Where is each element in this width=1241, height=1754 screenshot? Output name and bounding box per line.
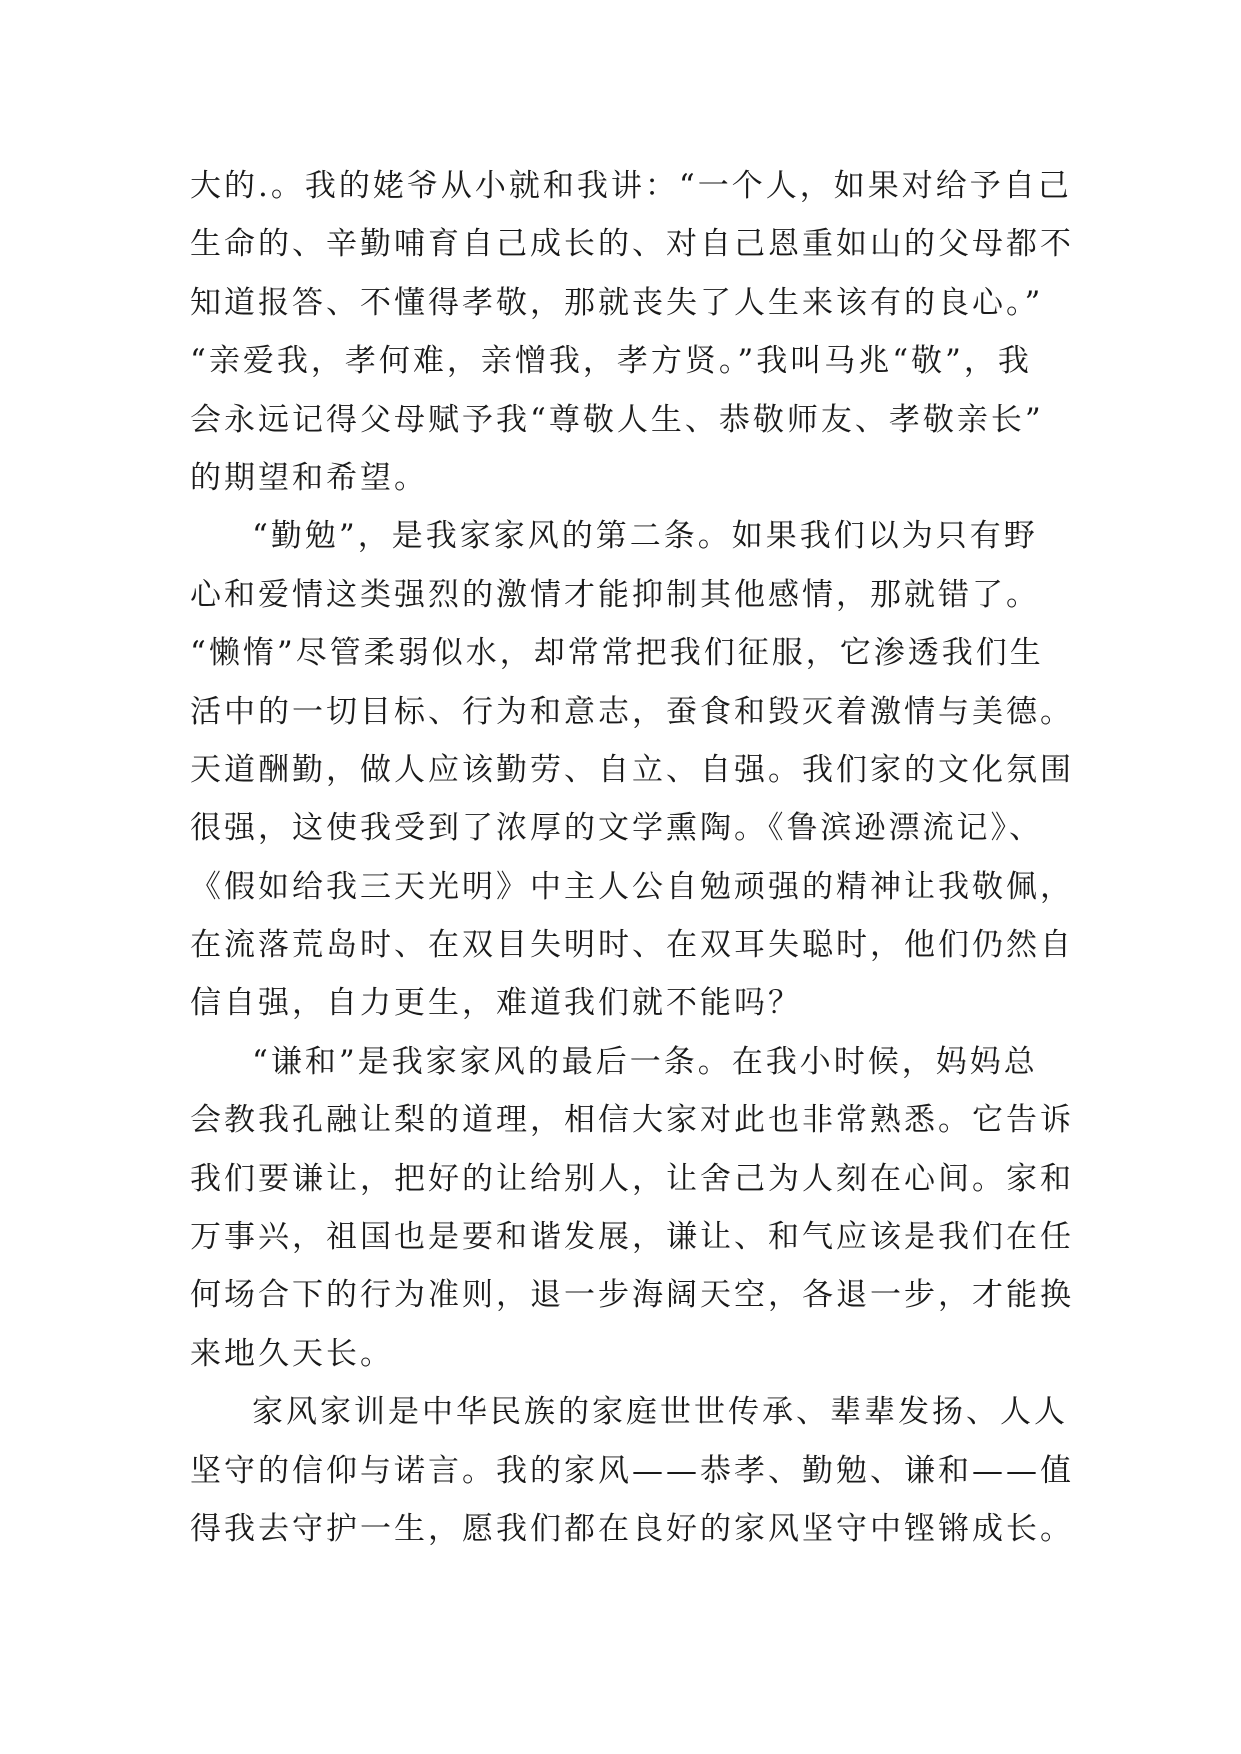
text-line: 天道酬勤，做人应该勤劳、自立、自强。我们家的文化氛围: [190, 751, 1074, 788]
text-line: 在流落荒岛时、在双目失明时、在双耳失聪时，他们仍然自: [190, 927, 1074, 964]
text-line: 知道报答、不懂得孝敬，那就丧失了人生来该有的良心。”: [190, 284, 1044, 321]
text-line: “亲爱我，孝何难，亲憎我，孝方贤。”我叫马兆“敬”，我: [190, 343, 1032, 380]
paragraph-modesty: [190, 1033, 1074, 1383]
text-line: 大的.。我的姥爷从小就和我讲：“一个人，如果对给予自己: [190, 168, 1072, 204]
text-line: 会教我孔融让梨的道理，相信大家对此也非常熟悉。它告诉: [190, 1102, 1074, 1139]
text-line-indented: “勤勉”，是我家家风的第二条。如果我们以为只有野: [252, 518, 1038, 555]
text-line: 活中的一切目标、行为和意志，蚕食和毁灭着激情与美德。: [190, 693, 1074, 730]
paragraph-diligence: [190, 507, 1074, 1033]
text-line-indented: 家风家训是中华民族的家庭世世传承、辈辈发扬、人人: [252, 1394, 1068, 1431]
document-body: [190, 157, 1074, 1558]
text-line: 何场合下的行为准则，退一步海阔天空，各退一步，才能换: [190, 1277, 1074, 1314]
text-line: 来地久天长。: [190, 1335, 394, 1372]
paragraph-conclusion: [190, 1383, 1074, 1558]
text-line: 我们要谦让，把好的让给别人，让舍己为人刻在心间。家和: [190, 1160, 1074, 1197]
text-line: 坚守的信仰与诺言。我的家风——恭孝、勤勉、谦和——值: [190, 1452, 1074, 1489]
paragraph-filial-piety: [190, 157, 1074, 507]
text-line: 得我去守护一生，愿我们都在良好的家风坚守中铿锵成长。: [190, 1510, 1074, 1547]
text-line: “懒惰”尽管柔弱似水，却常常把我们征服，它渗透我们生: [190, 635, 1044, 672]
text-line: 万事兴，祖国也是要和谐发展，谦让、和气应该是我们在任: [190, 1219, 1074, 1256]
text-line: 生命的、辛勤哺育自己成长的、对自己恩重如山的父母都不: [190, 226, 1074, 263]
text-line: 信自强，自力更生，难道我们就不能吗？: [190, 985, 802, 1022]
text-line: 会永远记得父母赋予我“尊敬人生、恭敬师友、孝敬亲长”: [190, 401, 1044, 438]
text-line: 的期望和希望。: [190, 459, 428, 496]
text-line: 《假如给我三天光明》中主人公自勉顽强的精神让我敬佩，: [190, 868, 1074, 905]
text-line-indented: “谦和”是我家家风的最后一条。在我小时候，妈妈总: [252, 1043, 1038, 1080]
text-line: 很强，这使我受到了浓厚的文学熏陶。《鲁滨逊漂流记》、: [190, 810, 1043, 847]
text-line: 心和爱情这类强烈的激情才能抑制其他感情，那就错了。: [190, 576, 1040, 613]
